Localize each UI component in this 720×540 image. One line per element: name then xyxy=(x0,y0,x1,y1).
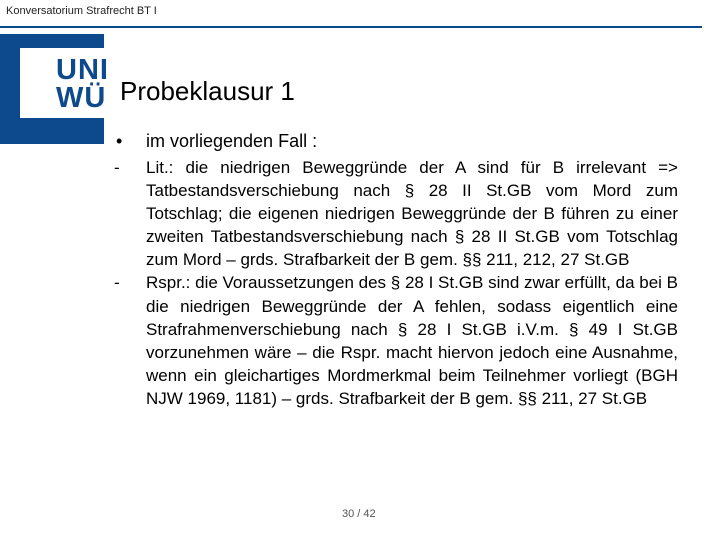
argument-list xyxy=(114,156,678,410)
bullet-text: im vorliegenden Fall : xyxy=(146,131,318,151)
logo-line-2: WÜ xyxy=(56,82,107,114)
dash-marker: - xyxy=(114,158,120,177)
dash-marker: - xyxy=(114,273,120,293)
list-item-literature xyxy=(114,156,678,271)
list-item-text: Lit.: die niedrigen Beweggründe der A sind für B irrelevant => Tatbestandsverschiebung nach § 28 II St.GB vom Mord zum Totschlag; die eigenen niedrigen Beweggründe der B führen zu einer zweiten Tatbestandsverschiebung nach § 28 II St.GB vom Totschlag zum Mord – grds. Strafbarkeit der B gem. §§ 211, 212, 27 St.GB xyxy=(146,158,678,270)
logo-line-1: UNI xyxy=(56,54,109,86)
course-title: Konversatorium Strafrecht BT I xyxy=(6,5,157,17)
logo-wordmark xyxy=(56,56,109,112)
bullet-icon: • xyxy=(116,131,123,151)
header-divider xyxy=(0,26,702,28)
page-number: 30 / 42 xyxy=(342,508,376,520)
list-item-jurisprudence xyxy=(114,271,678,410)
slide-title: Probeklausur 1 xyxy=(120,76,295,106)
main-bullet xyxy=(116,131,317,152)
list-item-text: Rspr.: die Voraussetzungen des § 28 I St.GB sind zwar erfüllt, da bei B die niedrigen Beweggründe der A fehlen, sodass eigentlich eine Strafrahmenverschiebung nach § 28 I St.GB i.V.m. § 49 I St.GB vorzunehmen wäre – die Rspr. macht hiervon jedoch eine Ausnahme, wenn ein gleichartiges Mordmerkmal beim Teilnehmer vorliegt (BGH NJW 1969, 1181) – grds. Strafbarkeit der B gem. §§ 211, 27 St.GB xyxy=(146,273,679,408)
